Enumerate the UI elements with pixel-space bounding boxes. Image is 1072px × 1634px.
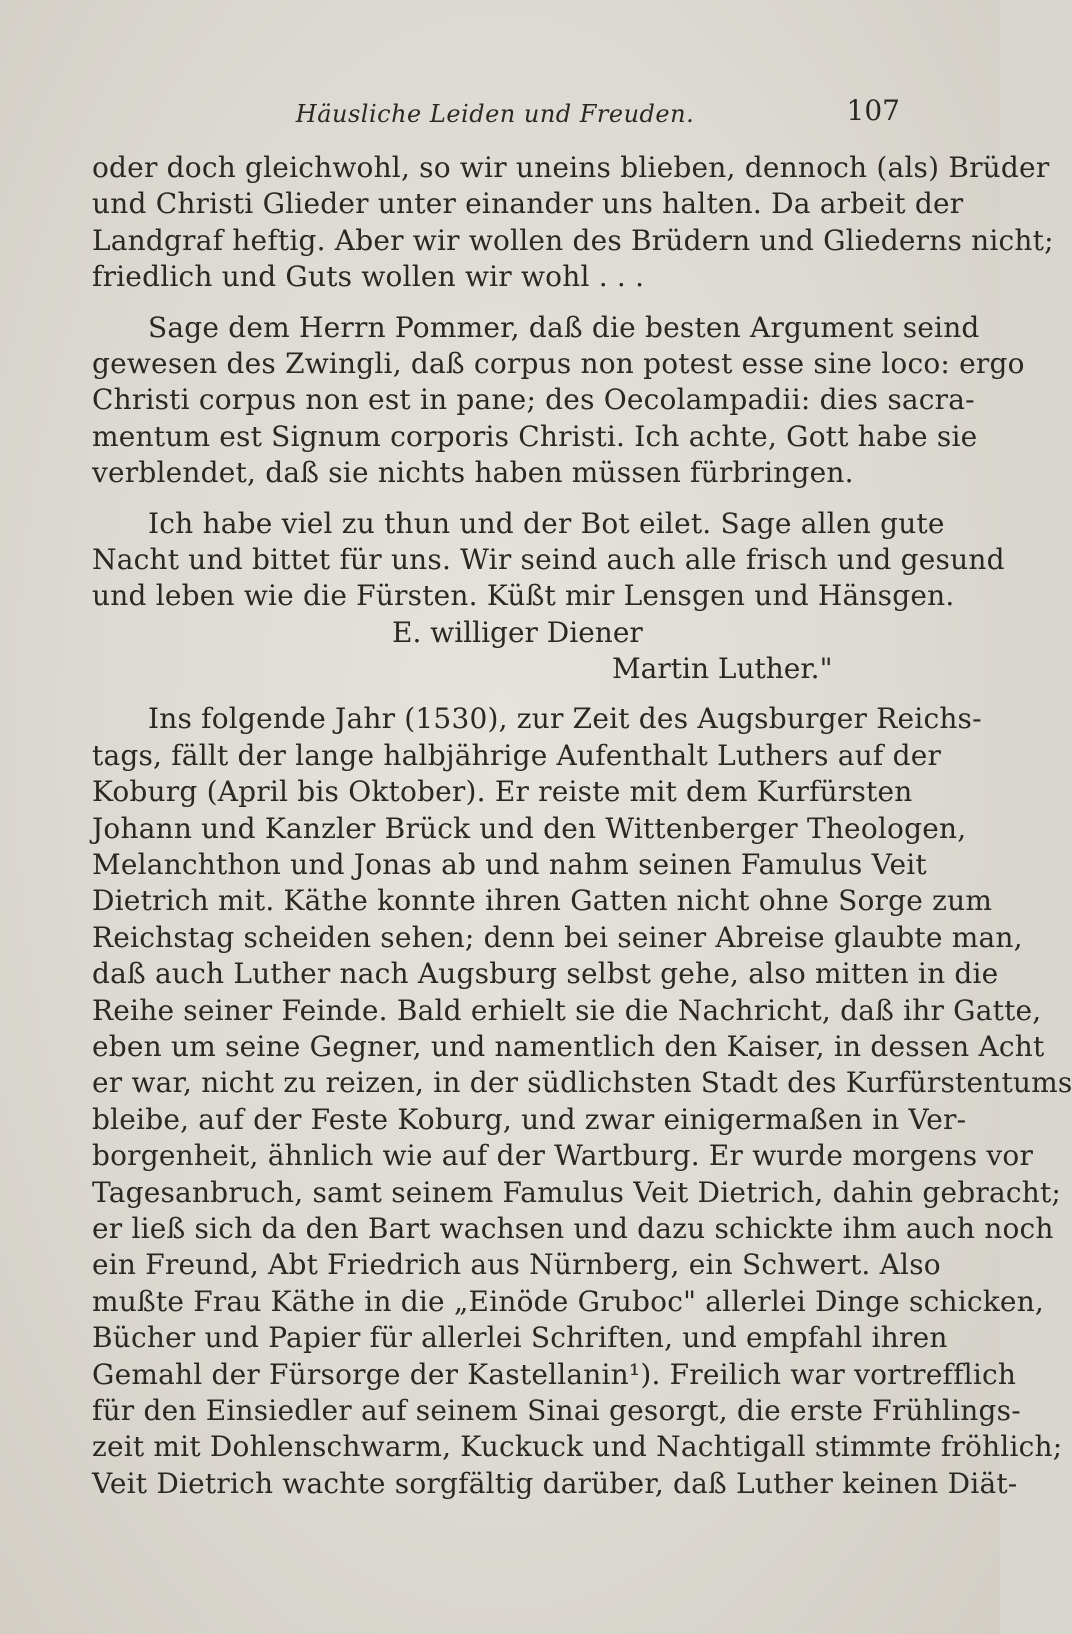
text-line: Landgraf heftig. Aber wir wollen des Brüdern und Gliederns nicht; bbox=[92, 223, 1054, 257]
text-line: Reihe seiner Feinde. Bald erhielt sie die Nachricht, daß ihr Gatte, bbox=[92, 993, 1042, 1027]
text-line: und Christi Glieder unter einander uns halten. Da arbeit der bbox=[92, 187, 964, 221]
text-line: gewesen des Zwingli, daß corpus non potest esse sine loco: ergo bbox=[92, 346, 1025, 380]
text-line: ein Freund, Abt Friedrich aus Nürnberg, ein Schwert. Also bbox=[92, 1248, 941, 1282]
text-line: borgenheit, ähnlich wie auf der Wartburg. Er wurde morgens vor bbox=[92, 1139, 1034, 1173]
text-line: daß auch Luther nach Augsburg selbst gehe, also mitten in die bbox=[92, 957, 999, 991]
text-line: verblendet, daß sie nichts haben müssen fürbringen. bbox=[92, 456, 854, 490]
text-line: er war, nicht zu reizen, in der südlichsten Stadt des Kurfürstentums bbox=[92, 1066, 1072, 1100]
text-line: er ließ sich da den Bart wachsen und dazu schickte ihm auch noch bbox=[92, 1211, 1054, 1245]
text-line: eben um seine Gegner, und namentlich den Kaiser, in dessen Acht bbox=[92, 1029, 1045, 1063]
narrative-paragraph bbox=[92, 701, 1072, 1502]
text-line: Christi corpus non est in pane; des Oecolampadii: dies sacra- bbox=[92, 383, 975, 417]
letter-paragraph-2 bbox=[92, 310, 1025, 492]
text-line: Koburg (April bis Oktober). Er reiste mit dem Kurfürsten bbox=[92, 775, 913, 809]
text-line: Sage dem Herrn Pommer, daß die besten Argument seind bbox=[148, 310, 980, 344]
text-line: Melanchthon und Jonas ab und nahm seinen Famulus Veit bbox=[92, 848, 927, 882]
text-line: zeit mit Dohlenschwarm, Kuckuck und Nachtigall stimmte fröhlich; bbox=[92, 1430, 1063, 1464]
text-line: für den Einsiedler auf seinem Sinai gesorgt, die erste Frühlings- bbox=[92, 1393, 1021, 1427]
text-line: tags, fällt der lange halbjährige Aufenthalt Luthers auf der bbox=[92, 738, 942, 772]
text-line: Reichstag scheiden sehen; denn bei seiner Abreise glaubte man, bbox=[92, 920, 1023, 954]
text-line: oder doch gleichwohl, so wir uneins blieben, dennoch (als) Brüder bbox=[92, 151, 1050, 184]
text-line: und leben wie die Fürsten. Küßt mir Lensgen und Hänsgen. bbox=[92, 579, 955, 613]
text-line: Veit Dietrich wachte sorgfältig darüber, daß Luther keinen Diät- bbox=[92, 1466, 1018, 1500]
text-line: Dietrich mit. Käthe konnte ihren Gatten nicht ohne Sorge zum bbox=[92, 884, 993, 918]
body-text bbox=[92, 150, 1072, 1502]
page-number: 107 bbox=[846, 94, 900, 127]
closing-salutation: E. williger Diener bbox=[392, 615, 643, 649]
letter-closing bbox=[92, 615, 892, 688]
text-line: Ins folgende Jahr (1530), zur Zeit des Augsburger Reichs- bbox=[148, 702, 982, 736]
text-line: friedlich und Guts wollen wir wohl . . . bbox=[92, 260, 645, 294]
text-line: Johann und Kanzler Brück und den Wittenberger Theologen, bbox=[92, 811, 967, 845]
text-line: Tagesanbruch, samt seinem Famulus Veit Dietrich, dahin gebracht; bbox=[92, 1175, 1062, 1209]
text-line: Gemahl der Fürsorge der Kastellanin¹). Freilich war vortrefflich bbox=[92, 1357, 1017, 1391]
text-line: mußte Frau Käthe in die „Einöde Gruboc" allerlei Dinge schicken, bbox=[92, 1284, 1045, 1318]
text-line: mentum est Signum corporis Christi. Ich achte, Gott habe sie bbox=[92, 419, 978, 453]
text-line: Ich habe viel zu thun und der Bot eilet. Sage allen gute bbox=[148, 506, 945, 540]
running-title: Häusliche Leiden und Freuden. bbox=[295, 100, 695, 128]
letter-paragraph-1 bbox=[92, 150, 1054, 296]
page-header bbox=[90, 92, 900, 132]
text-line: Nacht und bittet für uns. Wir seind auch alle frisch und gesund bbox=[92, 542, 1005, 576]
text-line: bleibe, auf der Feste Koburg, und zwar einigermaßen in Ver- bbox=[92, 1102, 967, 1136]
closing-signature: Martin Luther." bbox=[612, 652, 833, 686]
letter-paragraph-3 bbox=[92, 506, 1005, 615]
text-line: Bücher und Papier für allerlei Schriften, und empfahl ihren bbox=[92, 1321, 948, 1355]
